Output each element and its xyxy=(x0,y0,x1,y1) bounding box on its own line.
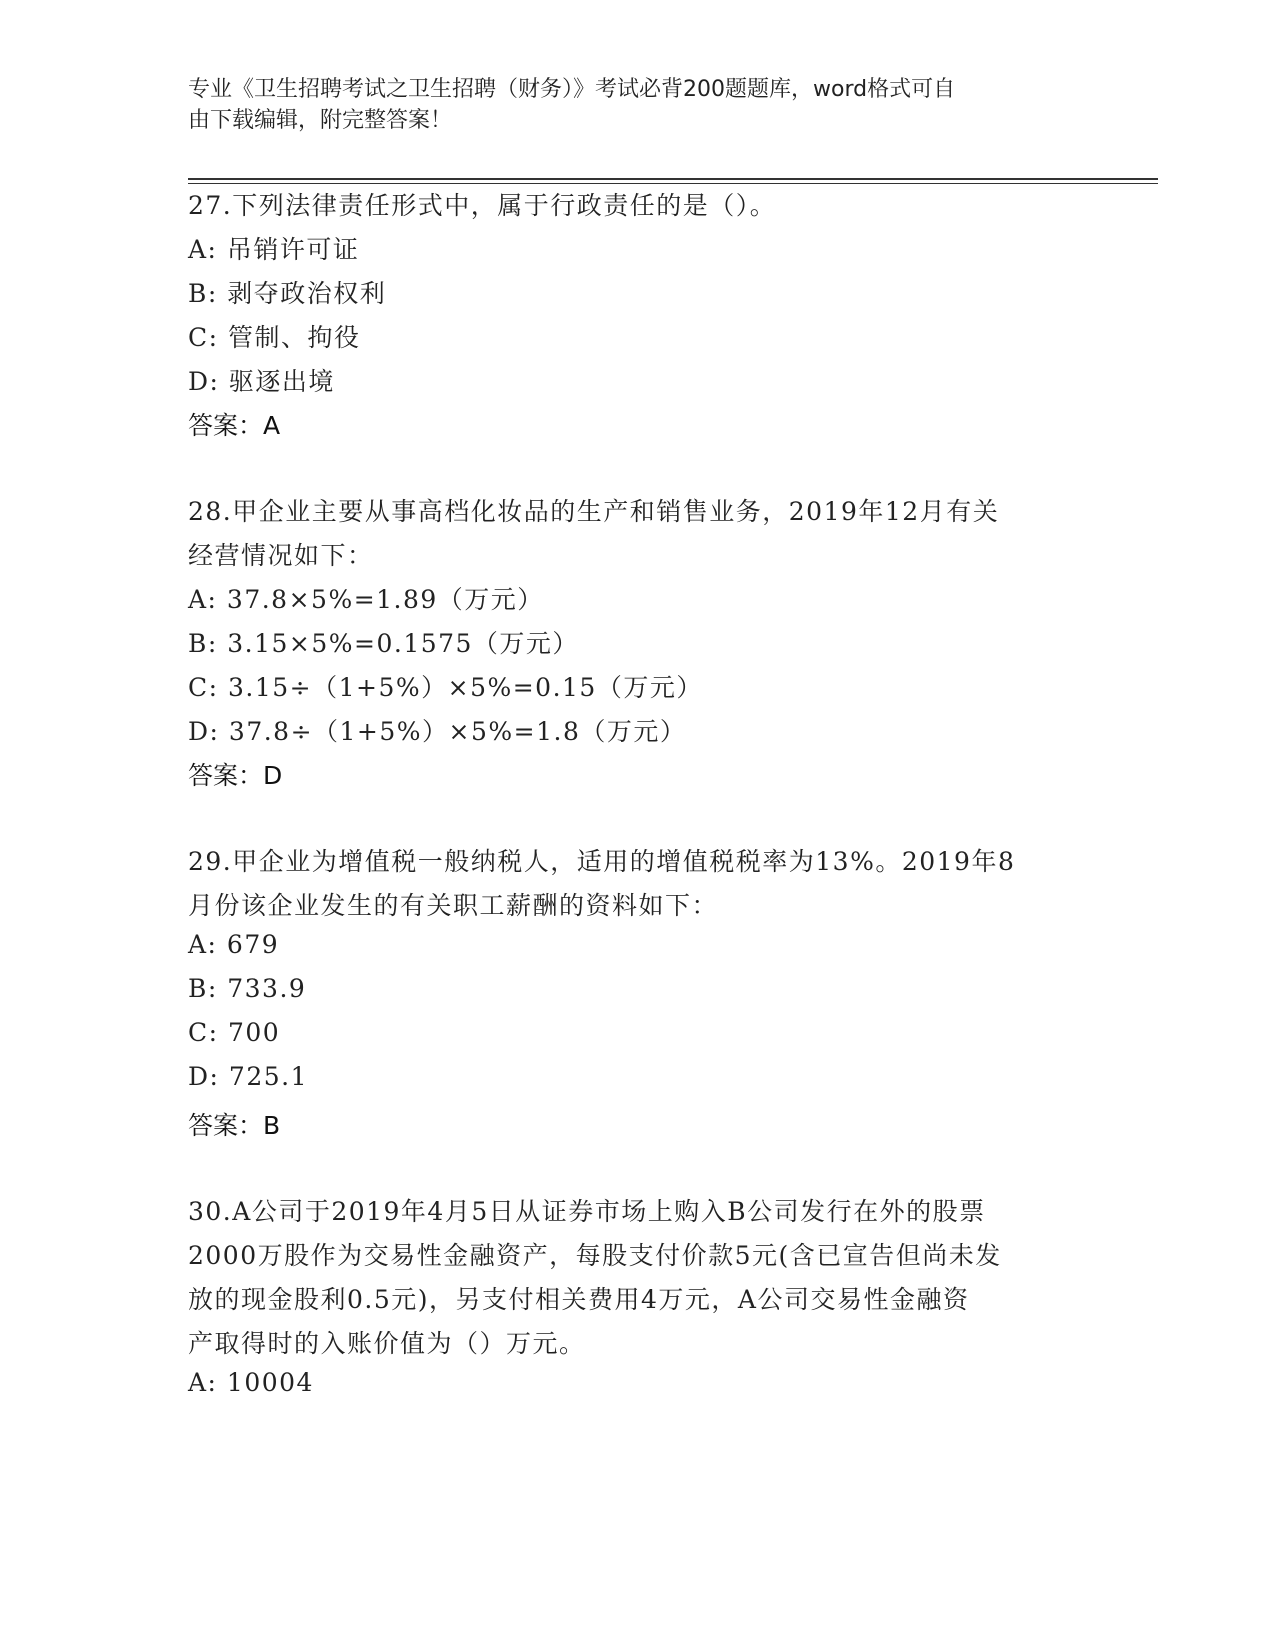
header-line-1: 专业《卫生招聘考试之卫生招聘（财务）》考试必背200题题库，word格式可自 xyxy=(188,77,956,102)
question-30-option-a: A: 10004 xyxy=(188,1368,314,1397)
question-28-answer: 答案：D xyxy=(188,761,283,790)
question-29-option-c: C: 700 xyxy=(188,1018,281,1047)
question-29-option-b: B: 733.9 xyxy=(188,974,307,1003)
document-header xyxy=(188,74,1068,136)
question-30-stem-line-3: 放的现金股利0.5元)，另支付相关费用4万元，A公司交易性金融资 xyxy=(188,1285,970,1314)
question-29-option-d: D: 725.1 xyxy=(188,1062,308,1091)
question-27-option-a: A: 吊销许可证 xyxy=(188,235,360,264)
header-divider xyxy=(188,178,1158,184)
question-28-option-c: C: 3.15÷（1+5%）×5%=0.15（万元） xyxy=(188,673,703,702)
question-30-stem-line-1: 30.A公司于2019年4月5日从证券市场上购入B公司发行在外的股票 xyxy=(188,1197,986,1226)
question-30-stem-line-4: 产取得时的入账价值为（）万元。 xyxy=(188,1329,586,1358)
question-27-answer: 答案：A xyxy=(188,411,281,440)
question-30-stem-line-2: 2000万股作为交易性金融资产，每股支付价款5元(含已宣告但尚未发 xyxy=(188,1241,1002,1270)
question-28-option-a: A: 37.8×5%=1.89（万元） xyxy=(188,585,544,614)
question-28-stem-line-1: 28.甲企业主要从事高档化妆品的生产和销售业务，2019年12月有关 xyxy=(188,497,1000,526)
question-27-option-c: C: 管制、拘役 xyxy=(188,323,361,352)
question-29-stem-line-1: 29.甲企业为增值税一般纳税人，适用的增值税税率为13%。2019年8 xyxy=(188,847,1016,876)
question-28-stem-line-2: 经营情况如下： xyxy=(188,541,374,570)
question-29-stem-line-2: 月份该企业发生的有关职工薪酬的资料如下： xyxy=(188,891,719,920)
question-27-option-d: D: 驱逐出境 xyxy=(188,367,335,396)
question-29-answer: 答案：B xyxy=(188,1111,281,1140)
question-28-option-b: B: 3.15×5%=0.1575（万元） xyxy=(188,629,579,658)
question-28-option-d: D: 37.8÷（1+5%）×5%=1.8（万元） xyxy=(188,717,687,746)
header-line-2: 由下载编辑，附完整答案！ xyxy=(188,108,453,133)
question-29-option-a: A: 679 xyxy=(188,930,280,959)
question-27-option-b: B: 剥夺政治权利 xyxy=(188,279,387,308)
question-27-stem: 27.下列法律责任形式中，属于行政责任的是（）。 xyxy=(188,191,777,220)
